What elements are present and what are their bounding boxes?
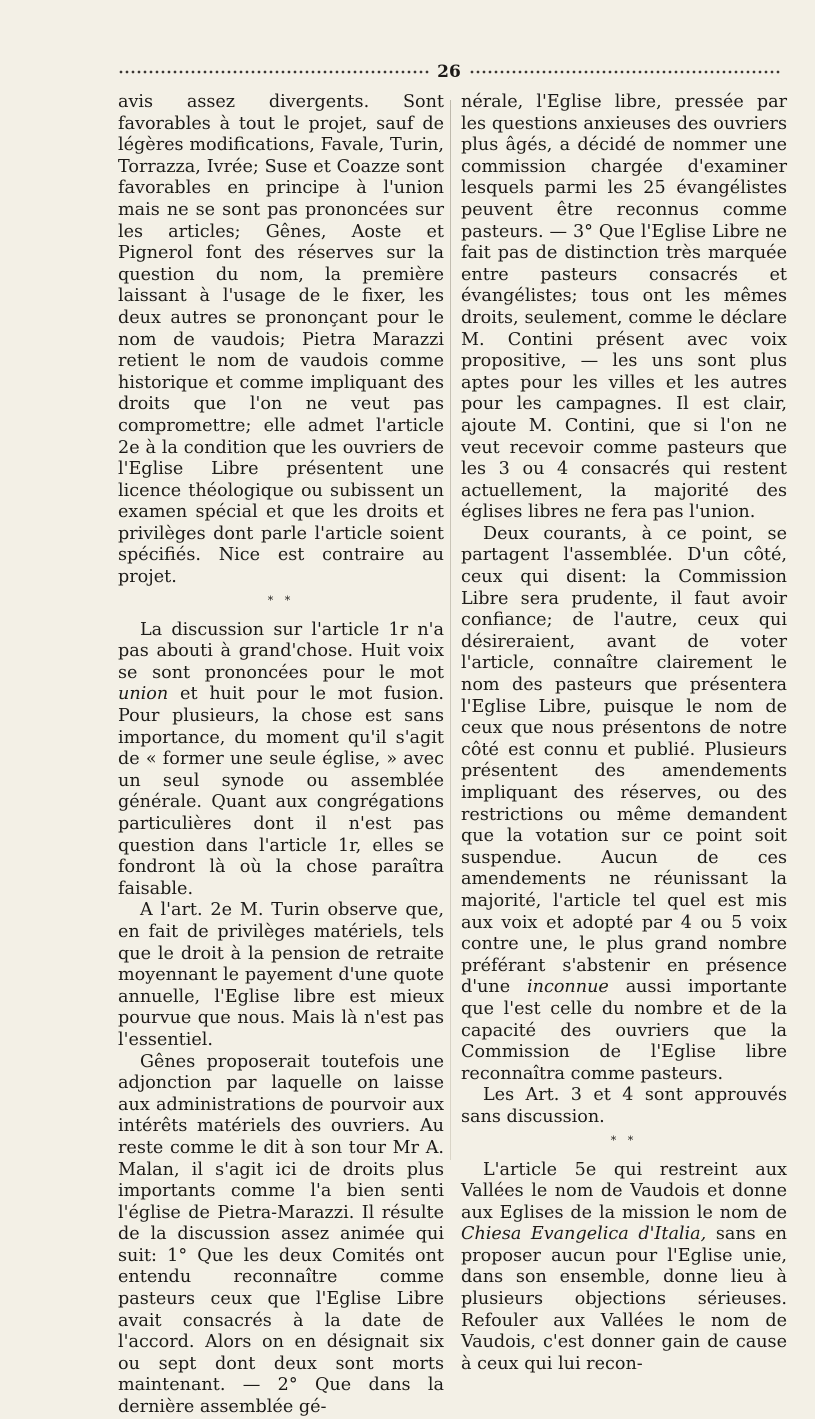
paragraph: A l'art. 2e M. Turin observe que, en fait de privilèges matériels, tels que le droit à la pension de retraite moyennant le payement d'une quote annuelle, l'Eglise libre est mieux pourvue que nous. Mais là n'est pas l'essentiel. xyxy=(118,900,444,1050)
text-run: et huit pour le mot fusion. Pour plusieurs, la chose est sans importance, du moment qu'il s'agit de « former une seule église, » avec un seul synode ou assemblée générale. Quant aux congrégations particulières dont il n'est pas question dans l'article 1r, elles se fondront là où la chose paraîtra faisable. xyxy=(118,684,444,899)
paragraph xyxy=(118,620,444,901)
paragraph xyxy=(461,524,787,1085)
italic-term: union xyxy=(118,684,169,705)
column-divider xyxy=(450,100,451,1160)
paragraph: Les Art. 3 et 4 sont approuvés sans discussion. xyxy=(461,1085,787,1127)
text-run: aussi importante que l'est celle du nombre et de la capacité des ouvriers que la Commission de l'Eglise libre reconnaîtra comme pasteurs. xyxy=(461,977,787,1084)
text-run: La discussion sur l'article 1r n'a pas abouti à grand'chose. Huit voix se sont prononcées pour le mot xyxy=(118,619,444,683)
italic-term: Chiesa Evangelica d'Italia, xyxy=(461,1224,707,1245)
paragraph: nérale, l'Eglise libre, pressée par les questions anxieuses des ouvriers plus âgés, a décidé de nommer une commission chargée d'examiner lesquels parmi les 25 évangélistes peuvent être reconnus comme pasteurs. — 3° Que l'Eglise Libre ne fait pas de distinction très marquée entre pasteurs consacrés et évangélistes; tous ont les mêmes droits, seulement, comme le déclare M. Contini présent avec voix propositive, — les uns sont plus aptes pour les villes et les autres pour les campagnes. Il est clair, ajoute M. Contini, que si l'on ne veut recevoir comme pasteurs que les 3 ou 4 consacrés qui restent actuellement, la majorité des églises libres ne fera pas l'union. xyxy=(461,92,787,523)
header-rule-left xyxy=(118,68,429,76)
separator-stars: * * xyxy=(267,593,295,607)
section-separator xyxy=(118,595,444,606)
text-run: L'article 5e qui restreint aux Vallées le nom de Vaudois et donne aux Eglises de la mission le nom de xyxy=(461,1159,787,1223)
italic-term: inconnue xyxy=(527,977,609,998)
page-header xyxy=(118,60,780,84)
separator-stars: * * xyxy=(610,1133,638,1147)
header-rule-right xyxy=(469,68,780,76)
left-column xyxy=(118,92,444,1419)
page-number: 26 xyxy=(437,62,461,82)
text-run: sans en proposer aucun pour l'Eglise unie, dans son ensemble, donne lieu à plusieurs objections sérieuses. Refouler aux Vallées le nom de Vaudois, c'est donner gain de cause à ceux qui lui recon- xyxy=(461,1224,788,1374)
paragraph: avis assez divergents. Sont favorables à tout le projet, sauf de légères modifications, Favale, Turin, Torrazza, Ivrée; Suse et Coazze sont favorables en principe à l'union mais ne se sont pas prononcées sur les articles; Gênes, Aoste et Pignerol font des réserves sur la question du nom, la première laissant à l'usage de le fixer, les deux autres se prononçant pour le nom de vaudois; Pietra Marazzi retient le nom de vaudois comme historique et comme impliquant des droits que l'on ne veut pas compromettre; elle admet l'article 2e à la condition que les ouvriers de l'Eglise Libre présentent une licence théologique ou subissent un examen spécial et que les droits et privilèges dont parle l'article soient spécifiés. Nice est contraire au projet. xyxy=(118,92,444,588)
paragraph: Gênes proposerait toutefois une adjonction par laquelle on laisse aux administrations de pourvoir aux intérêts matériels des ouvriers. Au reste comme le dit à son tour Mr A. Malan, il s'agit ici de droits plus importants comme l'a bien senti l'église de Pietra-Marazzi. Il résulte de la discussion assez animée qui suit: 1° Que les deux Comités ont entendu reconnaître comme pasteurs ceux que l'Eglise Libre avait consacrés à la date de l'accord. Alors on en désignait six ou sept dont deux sont morts maintenant. — 2° Que dans la dernière assemblée gé- xyxy=(118,1051,444,1418)
right-column xyxy=(461,92,787,1375)
section-separator xyxy=(461,1135,787,1146)
text-run: Deux courants, à ce point, se partagent l'assemblée. D'un côté, ceux qui disent: la Commission Libre sera prudente, il faut avoir confiance; de l'autre, ceux qui désireraient, avant de voter l'article, connaître clairement le nom des pasteurs que présentera l'Eglise Libre, puisque le nom de ceux que nous présentons de notre côté est connu et publié. Plusieurs présentent des amendements impliquant des réserves, ou des restrictions ou même demandent que la votation sur ce point soit suspendue. Aucun de ces amendements ne réunissant la majorité, l'article tel quel est mis aux voix et adopté par 4 ou 5 voix contre une, le plus grand nombre préférant s'abstenir en présence d'une xyxy=(461,523,787,998)
paragraph xyxy=(461,1160,787,1376)
